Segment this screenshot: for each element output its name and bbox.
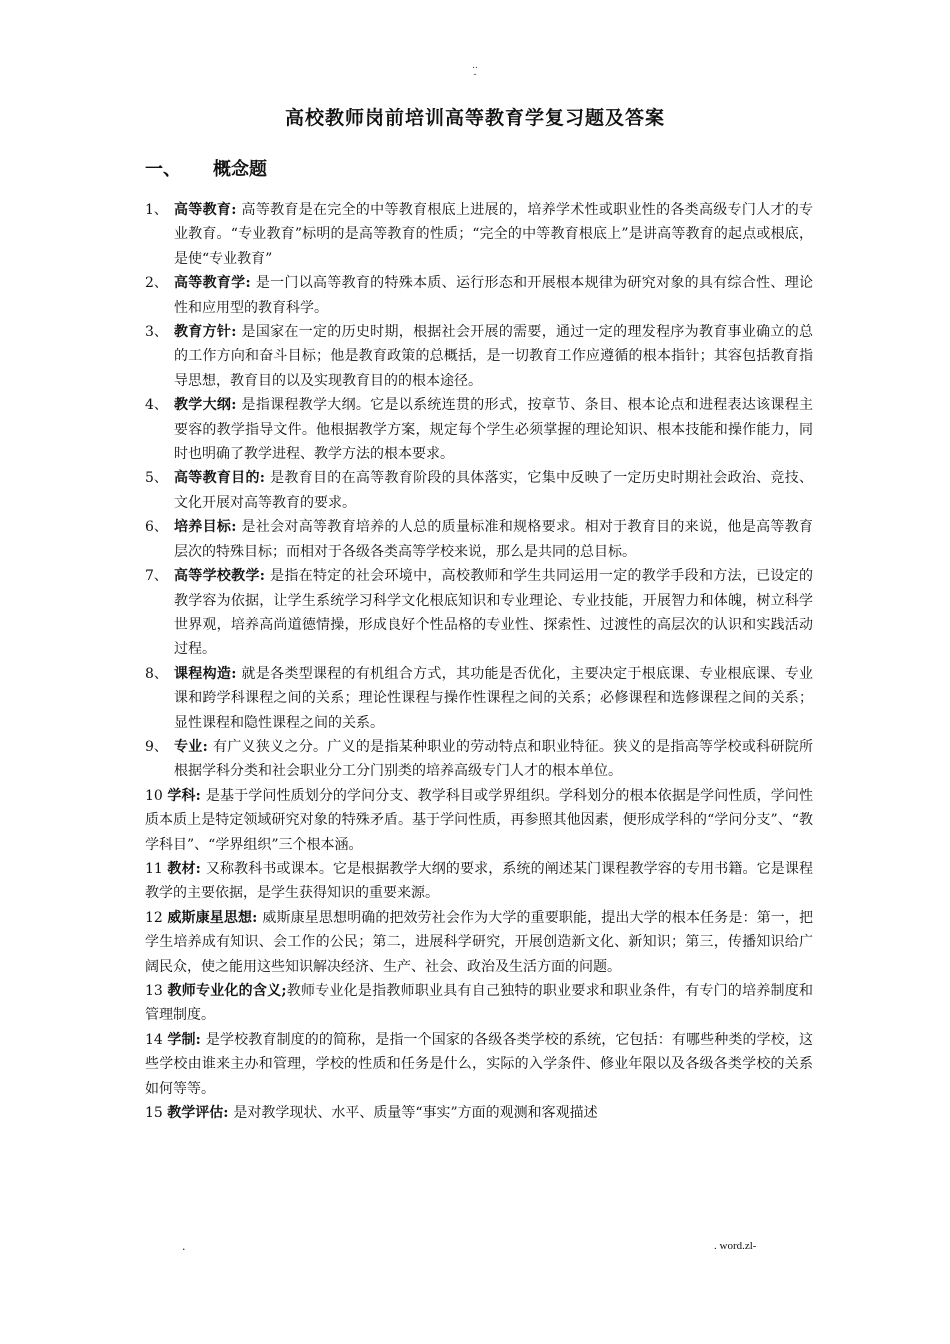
- item-number: 6、: [145, 519, 168, 536]
- section-label: 概念题: [213, 159, 267, 180]
- item-number: 9、: [145, 738, 168, 755]
- item-term: 教学评估: [167, 1105, 224, 1122]
- item-number: 15: [145, 1105, 163, 1122]
- definition-item: [145, 1028, 813, 1101]
- item-separator: :: [259, 470, 271, 487]
- item-term: 学科: [167, 787, 196, 804]
- definition-item: [145, 564, 813, 662]
- item-term: 教材: [167, 860, 196, 877]
- item-number: 10: [145, 787, 163, 804]
- item-number: 4、: [145, 397, 168, 414]
- item-number: 14: [145, 1031, 163, 1048]
- item-number: 11: [145, 860, 163, 877]
- item-separator: ;: [281, 983, 287, 999]
- definition-item: [145, 662, 813, 735]
- item-separator: :: [231, 397, 242, 414]
- item-number: 8、: [145, 665, 168, 682]
- item-definition: 是教育目的在高等教育阶段的具体落实，它集中反映了一定历史时期社会政治、竞技、文化开展对高等教育的要求。: [174, 470, 814, 511]
- item-separator: :: [195, 787, 206, 804]
- item-term: 培养目标: [174, 519, 232, 536]
- definition-item: [145, 271, 813, 320]
- item-number: 12: [145, 909, 163, 926]
- definition-item: [145, 735, 813, 784]
- item-definition: 是一门以高等教育的特殊本质、运行形态和开展根本规律为研究对象的具有综合性、理论性和应用型的教育科学。: [174, 275, 814, 316]
- item-definition: 有广义狭义之分。广义的是指某种职业的劳动特点和职业特征。狭义的是指高等学校或科研院所根据学科分类和社会职业分工分门别类的培养高级专门人才的根本单位。: [174, 738, 814, 780]
- item-term: 学制: [167, 1031, 196, 1048]
- item-separator: :: [202, 738, 213, 755]
- item-term: 高等教育目的: [174, 470, 260, 487]
- header-mark: .. -: [472, 61, 478, 80]
- item-separator: :: [195, 860, 206, 877]
- footer-right: . word.zl-: [714, 1240, 757, 1252]
- item-definition: 威斯康星思想明确的把效劳社会作为大学的重要职能，提出大学的根本任务是：第一，把学生培养成有知识、会工作的公民；第二，进展科学研究，开展创造新文化、新知识；第三，传播知识给广阔民众，使之能用这些知识解决经济、生产、社会、政治及生活方面的问题。: [145, 909, 814, 975]
- item-number: 5、: [145, 470, 168, 487]
- definition-item: [145, 1101, 813, 1125]
- item-separator: :: [223, 1105, 234, 1122]
- item-definition: 是社会对高等教育培养的人总的质量标准和规格要求。相对于教育目的来说，他是高等教育层次的特殊目标；而相对于各级各类高等学校来说，那么是共同的总目标。: [174, 519, 814, 560]
- item-term: 威斯康星思想: [167, 909, 253, 926]
- item-definition: 是对教学现状、水平、质量等“事实”方面的观测和客观描述: [233, 1105, 598, 1122]
- item-separator: :: [231, 519, 242, 536]
- item-term: 教学大纲: [174, 397, 232, 414]
- definition-item: [145, 515, 813, 564]
- definition-item: [145, 393, 813, 466]
- item-number: 1、: [145, 202, 168, 218]
- definition-item: [145, 320, 813, 393]
- item-separator: :: [252, 909, 263, 926]
- definition-item: [145, 979, 813, 1028]
- item-term: 高等教育学: [174, 275, 246, 292]
- item-term: 教育方针: [174, 324, 232, 341]
- item-separator: :: [245, 275, 256, 292]
- item-term: 高等教育: [174, 202, 232, 218]
- item-definition: 又称教科书或课本。它是根据教学大纲的要求，系统的阐述某门课程教学容的专用书籍。它是课程教学的主要依据，是学生获得知识的重要来源。: [145, 860, 814, 902]
- item-number: 3、: [145, 324, 168, 341]
- item-separator: :: [231, 202, 242, 218]
- item-term: 教师专业化的含义: [167, 983, 282, 999]
- item-term: 专业: [174, 738, 203, 755]
- definition-item: [145, 784, 813, 857]
- item-number: 13: [145, 983, 163, 999]
- section-heading: [145, 155, 267, 181]
- item-definition: 是基于学问性质划分的学问分支、教学科目或学界组织。学科划分的根本依据是学问性质，学问性质本质上是特定领域研究对象的特殊矛盾。基于学问性质，再参照其他因素，便形成学科的“学问分支”、“教学科目”、“学界组织”三个根本涵。: [145, 787, 814, 853]
- item-separator: :: [259, 568, 271, 585]
- item-number: 2、: [145, 275, 168, 292]
- item-separator: :: [195, 1031, 206, 1048]
- item-separator: :: [231, 665, 242, 682]
- item-definition: 就是各类型课程的有机组合方式，其功能是否优化，主要决定于根底课、专业根底课、专业课和跨学科课程之间的关系；理论性课程与操作性课程之间的关系；必修课程和选修课程之间的关系；显性课程和隐性课程之间的关系。: [174, 665, 814, 731]
- item-definition: 高等教育是在完全的中等教育根底上进展的，培养学术性或职业性的各类高级专门人才的专业教育。“专业教育”标明的是高等教育的性质；“完全的中等教育根底上”是讲高等教育的起点或根底，是使“专业教育”: [174, 202, 814, 267]
- item-definition: 是指课程教学大纲。它是以系统连贯的形式，按章节、条目、根本论点和进程表达该课程主要容的教学指导文件。他根据教学方案，规定每个学生必须掌握的理论知识、根本技能和操作能力，同时也明确了教学进程、教学方法的根本要求。: [174, 397, 814, 463]
- item-definition: 是指在特定的社会环境中，高校教师和学生共同运用一定的教学手段和方法，已设定的教学容为依据，让学生系统学习科学文化根底知识和专业理论、专业技能，开展智力和体魄，树立科学世界观，培养高尚道德情操，形成良好个性品格的专业性、探索性、过渡性的高层次的认识和实践活动过程。: [174, 568, 814, 658]
- footer-left: .: [182, 1240, 186, 1253]
- definition-item: [145, 906, 813, 979]
- item-separator: :: [231, 324, 242, 341]
- definition-item: [145, 466, 813, 515]
- definition-item: [145, 857, 813, 906]
- definition-list: [145, 198, 813, 1125]
- section-number: 一、: [145, 159, 181, 180]
- item-definition: 是国家在一定的历史时期，根据社会开展的需要，通过一定的理发程序为教育事业确立的总的工作方向和奋斗目标；他是教育政策的总概括，是一切教育工作应遵循的根本指针；其容包括教育指导思想，教育目的以及实现教育目的的根本途径。: [174, 324, 814, 389]
- item-number: 7、: [145, 568, 168, 585]
- definition-item: [145, 198, 813, 271]
- document-title: 高校教师岗前培训高等教育学复习题及答案: [284, 107, 665, 129]
- item-definition: 教师专业化是指教师职业具有自己独特的职业要求和职业条件，有专门的培养制度和管理制度。: [145, 983, 814, 1024]
- item-term: 高等学校教学: [174, 568, 260, 585]
- item-term: 课程构造: [174, 665, 232, 682]
- item-definition: 是学校教育制度的的简称，是指一个国家的各级各类学校的系统，它包括：有哪些种类的学校，这些学校由谁来主办和管理，学校的性质和任务是什么，实际的入学条件、修业年限以及各级各类学校的关系如何等等。: [145, 1031, 814, 1097]
